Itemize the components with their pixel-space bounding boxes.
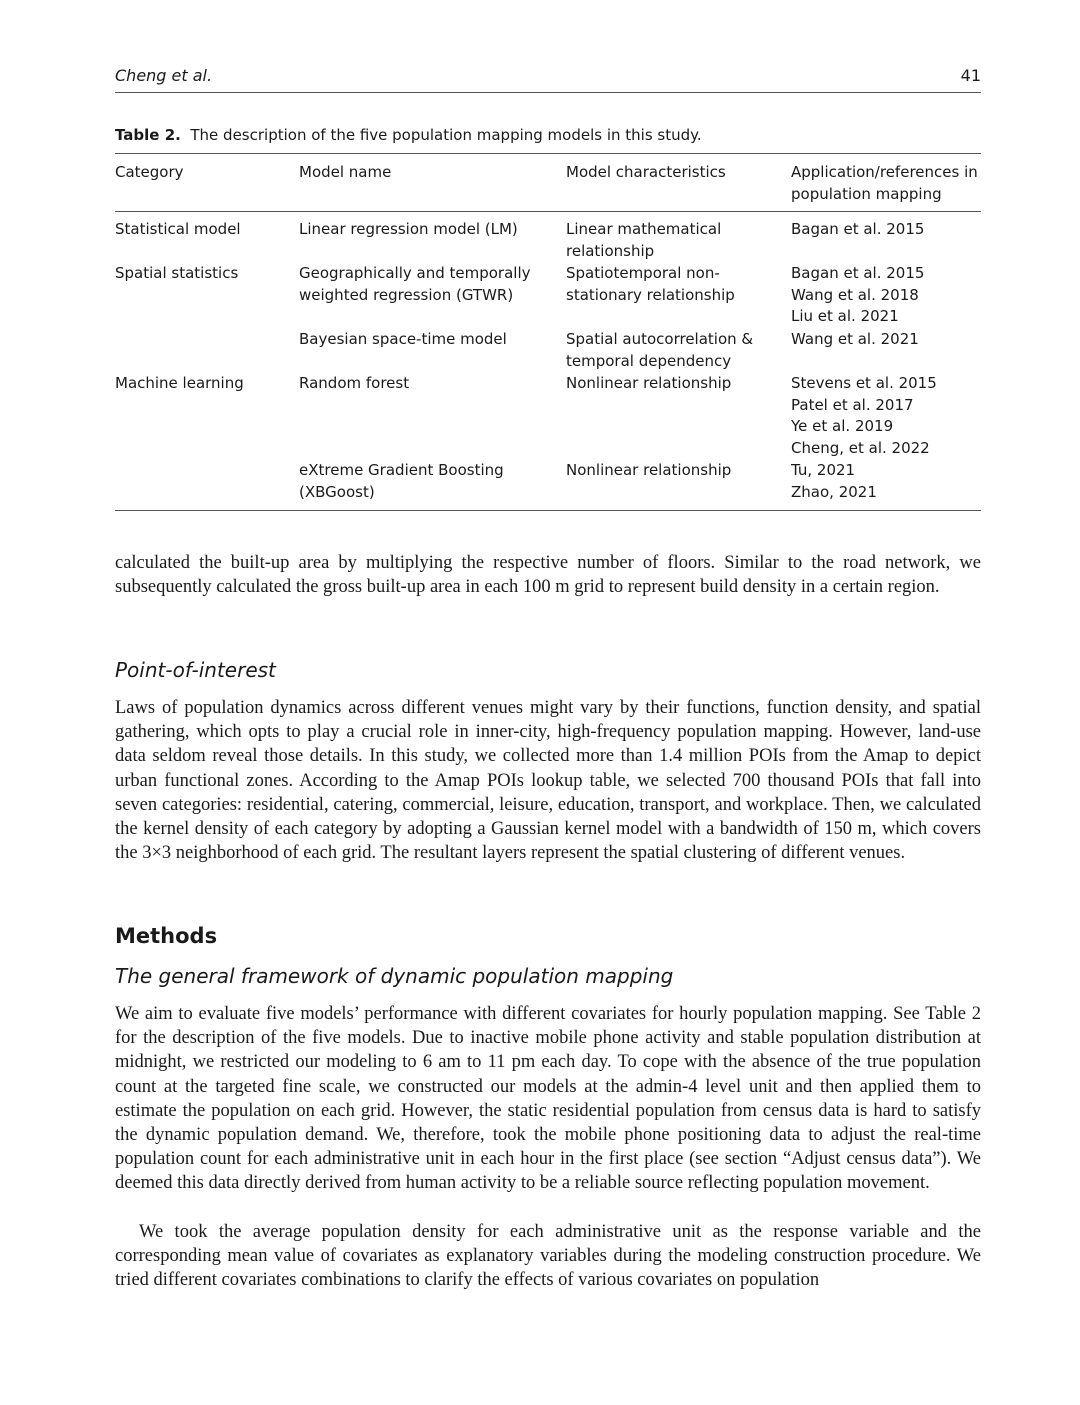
- column-header-references: Application/references in population mapping: [791, 163, 978, 203]
- paragraph-built-up: calculated the built-up area by multiplying the respective number of floors. Similar to the road network, we subsequently calculated the gross built-up area in each 100 m grid to represent build density in a certain region.: [115, 553, 981, 598]
- cell-characteristics: Linear mathematical relationship: [566, 220, 722, 260]
- reference: Bagan et al. 2015: [791, 264, 925, 282]
- reference: Liu et al. 2021: [791, 307, 899, 325]
- cell-category: Machine learning: [115, 374, 244, 392]
- cell-model-name: Linear regression model (LM): [299, 220, 518, 238]
- reference: Zhao, 2021: [791, 482, 877, 501]
- cell-category: Statistical model: [115, 220, 241, 238]
- cell-model-name: Random forest: [299, 374, 410, 392]
- column-header-characteristics: Model characteristics: [566, 163, 726, 181]
- cell-characteristics: Spatial autocorrelation & temporal dependency: [566, 330, 754, 370]
- reference: Cheng, et al. 2022: [791, 438, 930, 457]
- page-number: 41: [960, 66, 981, 85]
- table-caption-label: Table 2.: [115, 126, 181, 144]
- cell-model-name: eXtreme Gradient Boosting (XBGoost): [299, 461, 504, 501]
- cell-characteristics: Nonlinear relationship: [566, 461, 732, 479]
- cell-references: [791, 460, 981, 503]
- paragraph-poi: Laws of population dynamics across different venues might vary by their functions, function density, and spatial gathering, which opts to play a crucial role in inner-city, high-frequency population mapping. However, land-use data seldom reveal those details. In this study, we collected more than 1.4 million POIs from the Amap to depict urban functional zones. According to the Amap POIs lookup table, we selected 700 thousand POIs that fall into seven categories: residential, catering, commercial, leisure, education, transport, and workplace. Then, we calculated the kernel density of each category by adopting a Gaussian kernel model with a bandwidth of 150 m, which covers the 3×3 neighborhood of each grid. The resultant layers represent the spatial clustering of different venues.: [115, 698, 981, 864]
- table-caption-text: The description of the five population mapping models in this study.: [190, 126, 702, 144]
- cell-characteristics: Spatiotemporal non-stationary relationship: [566, 264, 735, 304]
- running-header-authors: Cheng et al.: [115, 66, 213, 85]
- reference: Bagan et al. 2015: [791, 220, 925, 238]
- subsection-heading-framework: The general framework of dynamic population mapping: [115, 964, 674, 988]
- column-header-model-name: Model name: [299, 163, 392, 181]
- cell-references: [791, 263, 981, 328]
- column-header-category: Category: [115, 163, 184, 181]
- cell-references: [791, 329, 981, 351]
- cell-characteristics: Nonlinear relationship: [566, 374, 732, 392]
- header-rule: [115, 211, 981, 212]
- cell-model-name: Bayesian space-time model: [299, 330, 507, 348]
- reference: Stevens et al. 2015: [791, 374, 937, 392]
- section-heading-methods: Methods: [115, 924, 218, 948]
- cell-references: [791, 219, 981, 241]
- paragraph-framework: We aim to evaluate five models’ performance with different covariates for hourly population mapping. See Table 2 for the description of the five models. Due to inactive mobile phone activity and stable population distribution at midnight, we restricted our modeling to 6 am to 11 pm each day. To cope with the absence of the true population count at the targeted fine scale, we constructed our models at the admin-4 level unit and then applied them to estimate the population on each grid. However, the static residential population from census data is hard to satisfy the dynamic population demand. We, therefore, took the mobile phone positioning data to adjust the real-time population count for each administrative unit in each hour in the first place (see section “Adjust census data”). We deemed this data directly derived from human activity to be a reliable source reflecting population movement.: [115, 1004, 981, 1194]
- reference: Wang et al. 2018: [791, 285, 919, 304]
- table-caption: [115, 126, 702, 144]
- section-heading-poi: Point-of-interest: [115, 658, 276, 682]
- cell-model-name: Geographically and temporally weighted regression (GTWR): [299, 264, 531, 304]
- model-table: [115, 153, 981, 511]
- reference: Ye et al. 2019: [791, 417, 894, 435]
- paragraph-modeling: We took the average population density for each administrative unit as the response variable and the corresponding mean value of covariates as explanatory variables during the modeling construction procedure. We tried different covariates combinations to clarify the effects of various covariates on population: [115, 1222, 981, 1291]
- running-header: [115, 66, 981, 93]
- reference: Patel et al. 2017: [791, 395, 914, 414]
- cell-references: [791, 373, 981, 459]
- reference: Tu, 2021: [791, 461, 856, 479]
- cell-category: Spatial statistics: [115, 264, 239, 282]
- reference: Wang et al. 2021: [791, 330, 919, 348]
